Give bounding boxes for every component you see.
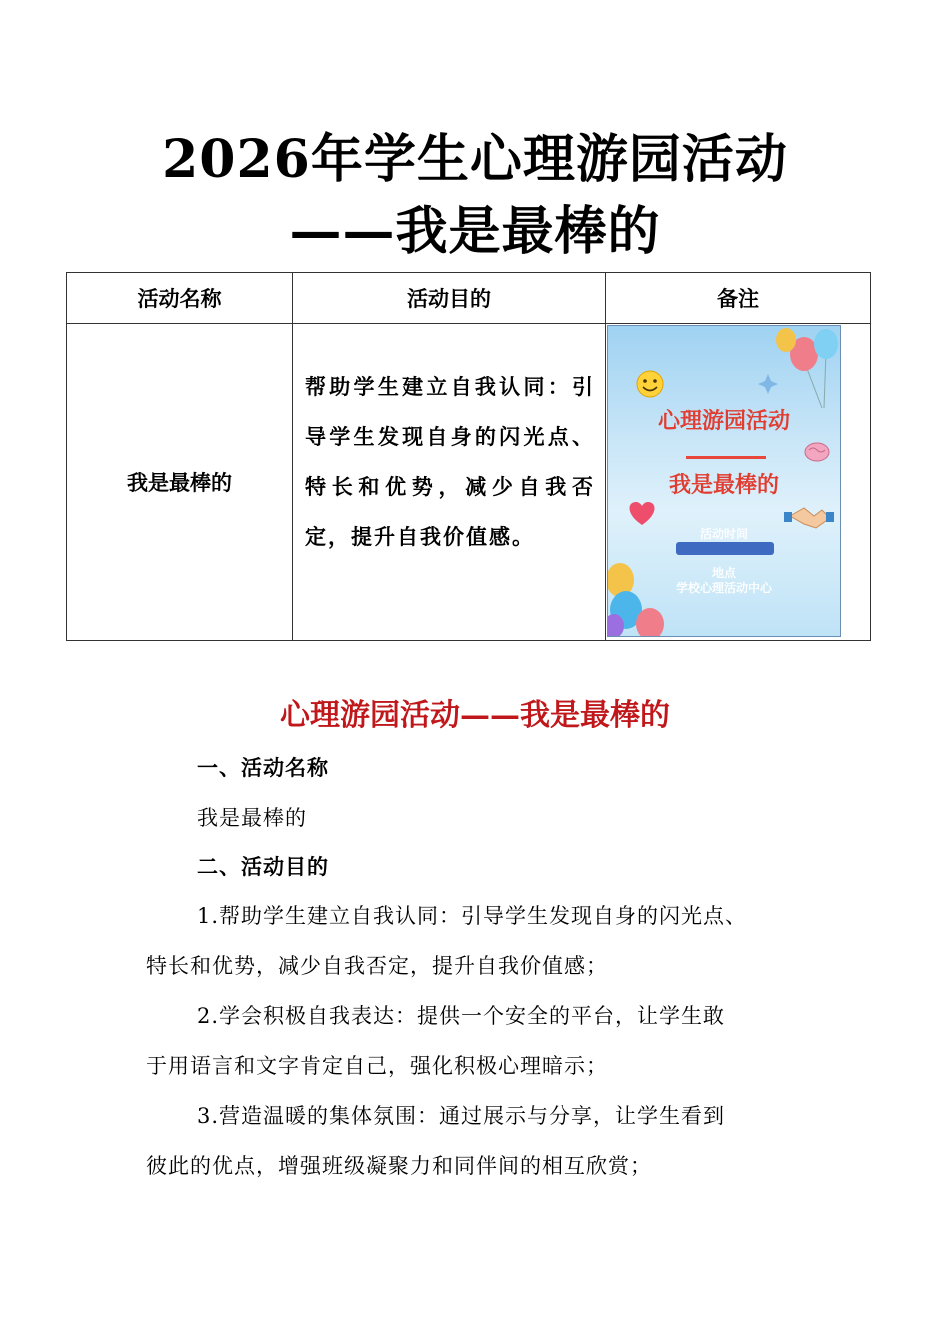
poster-place-label: 地点: [711, 566, 736, 580]
balloons-icon: [776, 328, 838, 408]
purpose-item-2-line-2: 于用语言和文字肯定自己，强化积极心理暗示；: [146, 1054, 608, 1078]
heading-activity-name: 一、活动名称: [197, 755, 329, 780]
brain-icon: [805, 443, 829, 461]
smiley-icon: [637, 371, 663, 397]
poster-time-bar: [676, 542, 774, 555]
cell-activity-name: 我是最棒的: [67, 324, 293, 641]
sparkle-icon: [758, 374, 778, 394]
header-notes: 备注: [606, 273, 871, 324]
heart-icon: [630, 502, 655, 525]
header-activity-purpose: 活动目的: [293, 273, 606, 324]
table-header-row: [67, 273, 871, 324]
activity-poster: [607, 325, 841, 637]
poster-title: 心理游园活动: [657, 409, 790, 434]
page-subtitle: ——我是最棒的: [289, 201, 661, 262]
page-title: 2026年学生心理游园活动: [162, 129, 788, 190]
purpose-item-2-line-1: 2.学会积极自我表达：提供一个安全的平台，让学生敢: [197, 1004, 726, 1028]
poster-subtitle: 我是最棒的: [668, 473, 779, 498]
cell-notes: [606, 324, 871, 641]
purpose-item-3-line-2: 彼此的优点，增强班级凝聚力和同伴间的相互欣赏；: [146, 1154, 652, 1178]
section-title: 心理游园活动——我是最棒的: [280, 698, 670, 733]
purpose-text: 帮助学生建立自我认同：引导学生发现自身的闪光点、特长和优势，减少自我否定，提升自我价值感。: [305, 374, 595, 549]
summary-table: [66, 272, 871, 641]
poster-place-value: 学校心理活动中心: [675, 581, 772, 595]
purpose-item-1-line-2: 特长和优势，减少自我否定，提升自我价值感；: [146, 954, 608, 978]
purpose-item-1-line-1: 1.帮助学生建立自我认同：引导学生发现自身的闪光点、: [197, 904, 748, 928]
poster-divider: [686, 456, 766, 459]
table-row: [67, 324, 871, 641]
purpose-item-3-line-1: 3.营造温暖的集体氛围：通过展示与分享，让学生看到: [197, 1104, 726, 1128]
header-activity-name: 活动名称: [67, 273, 293, 324]
poster-time-label: 活动时间: [699, 527, 748, 541]
activity-name-value: 我是最棒的: [197, 806, 307, 830]
heading-activity-purpose: 二、活动目的: [197, 854, 329, 879]
cell-activity-purpose: [293, 324, 606, 641]
